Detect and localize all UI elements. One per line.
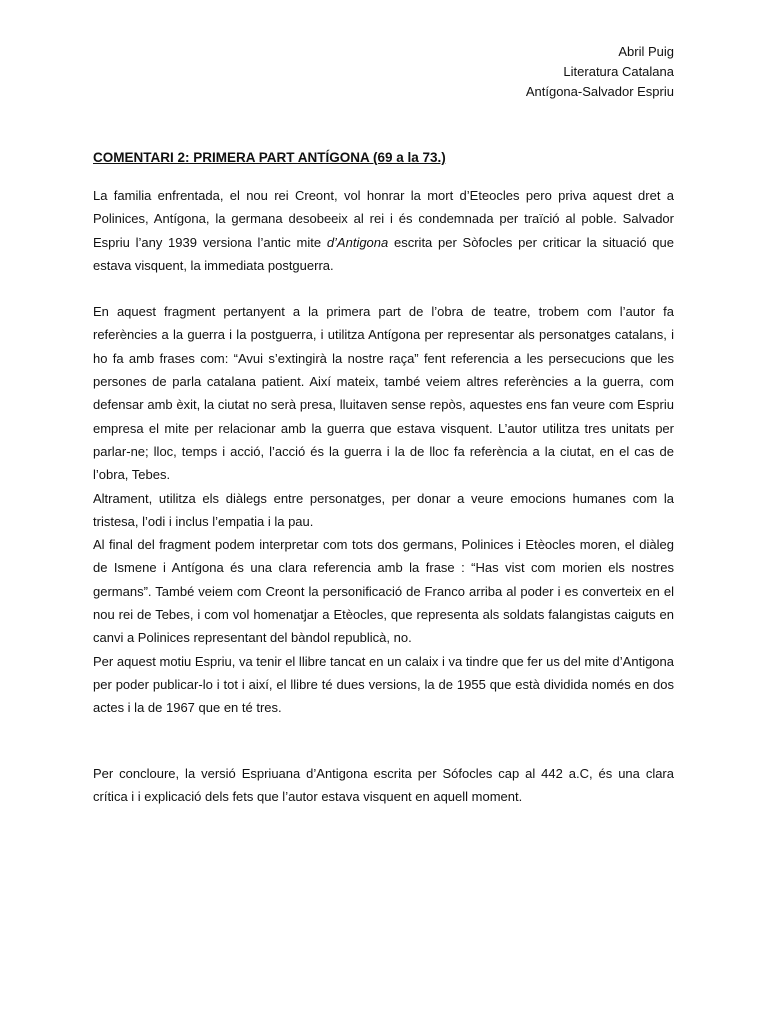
document-title: COMENTARI 2: PRIMERA PART ANTÍGONA (69 a la 73.) — [93, 150, 446, 165]
author-name: Abril Puig — [618, 44, 674, 59]
document-header — [526, 42, 674, 102]
work-name: Antígona-Salvador Espriu — [525, 84, 674, 99]
paragraph-conclusion: Per concloure, la versió Espriuana d’Antigona escrita per Sófocles cap al 442 a.C, és una clara crítica i i explicació dels fets que l’autor estava visquent en aquell moment. — [93, 765, 674, 804]
paragraph-intro-part-b: escrita per Sòfocles per criticar la situació que estava visquent, la immediata postguerra. — [93, 234, 674, 273]
paragraph-intro — [93, 184, 674, 277]
paragraph-references: En aquest fragment pertanyent a la primera part de l’obra de teatre, trobem com l’autor fa referències a la guerra i la postguerra, i utilitza Antígona per representar als personatges catalans, i ho fa amb frases com: “Avui s’extingirà la nostre raça” fent referencia a les persecucions que les persones de parla catalana patient. Així mateix, també veiem altres referències a la guerra, com defensar amb èxit, la ciutat no serà presa, lluitaven sense repòs, aquestes ens fan veure com Espriu empresa el mite per relacionar amb la guerra que estava visquent. L’autor utilitza tres unitats per parlar-ne; lloc, temps i acció, l’acció és la guerra i la de lloc fa referència a la ciutat, en el cas de l’obra, Tebes. — [93, 304, 674, 483]
subject-name: Literatura Catalana — [563, 64, 674, 79]
paragraph-versions: Per aquest motiu Espriu, va tenir el llibre tancat en un calaix i va tindre que fer us del mite d’Antigona per poder publicar-lo i tot i així, el llibre té dues versions, la de 1955 que està dividida només en dos actes i la de 1967 que en té tres. — [93, 653, 674, 716]
document-body — [93, 184, 674, 808]
paragraph-intro-part-a: La familia enfrentada, el nou rei Creont, vol honrar la mort d’Eteocles pero priva aquest dret a Polinices, Antígona, la germana desobeeix al rei i és condemnada per traïció al poble. Salvador Espriu l’any 1939 versiona l’antic mite — [93, 188, 674, 250]
paragraph-dialogues: Altrament, utilitza els diàlegs entre personatges, per donar a veure emocions humanes com la tristesa, l’odi i inclus l’empatia i la pau. — [93, 490, 674, 529]
paragraph-brothers: Al final del fragment podem interpretar com tots dos germans, Polinices i Etèocles moren, el diàleg de Ismene i Antígona és una clara referencia amb la frase : “Has vist com morien els nostres germans”. També veiem com Creont la personificació de Franco arriba al poder i es converteix en el nou rei de Tebes, i com vol homenatjar a Etèocles, que representa als soldats falangistas caiguts en canvi a Polinices representant del bàndol republicà, no. — [93, 537, 674, 646]
work-title-italic: d’Antigona — [326, 234, 389, 250]
